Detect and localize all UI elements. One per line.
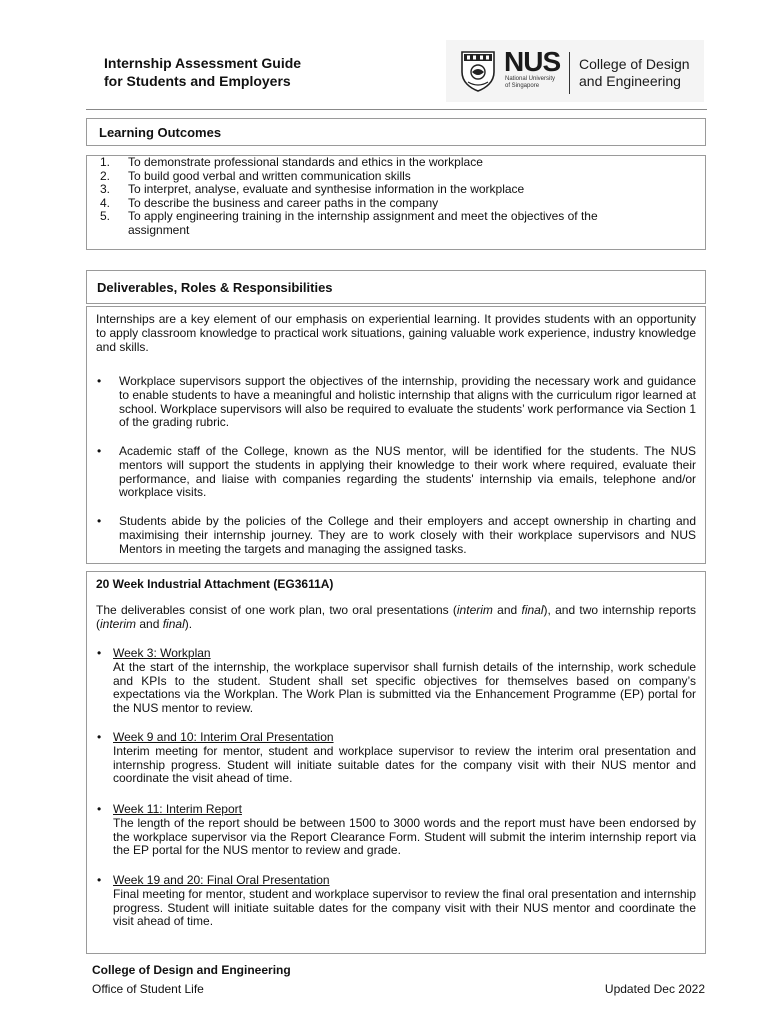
intro-text: ), and two internship reports ( bbox=[96, 603, 696, 631]
intro-emphasis: final bbox=[521, 603, 544, 617]
list-item bbox=[100, 170, 660, 184]
attachment-intro bbox=[96, 604, 696, 632]
deliverable-title: Week 19 and 20: Final Oral Presentation bbox=[113, 873, 330, 887]
list-item bbox=[100, 183, 660, 197]
intro-text: ). bbox=[184, 616, 193, 631]
item-text: To apply engineering training in the internship assignment and meet the objectives of the bbox=[128, 209, 598, 223]
deliverable-title: Week 11: Interim Report bbox=[113, 802, 242, 816]
item-number: 4. bbox=[100, 195, 111, 210]
deliverables-heading bbox=[86, 270, 706, 304]
bullet-icon: • bbox=[97, 374, 102, 388]
bullet-text: Workplace supervisors support the objectives of the internship, providing the necessary work and guidance to enable students to have a meaningful and holistic internship that aligns with the curriculum rigor learned at school. Workplace supervisors will also be required to evaluate the students’ work performance via Section 1 of the grading rubric. bbox=[119, 374, 697, 430]
bullet-icon: • bbox=[97, 514, 102, 528]
item-number: 3. bbox=[100, 182, 111, 196]
item-text: To describe the business and career paths in the company bbox=[128, 195, 439, 210]
deliverable-item bbox=[97, 646, 696, 716]
bullet-icon: • bbox=[97, 873, 102, 887]
learning-outcomes-list bbox=[100, 156, 660, 237]
item-text: To build good verbal and written communication skills bbox=[128, 168, 411, 183]
item-number: 2. bbox=[100, 168, 111, 183]
intro-text: and bbox=[136, 616, 163, 631]
header-rule bbox=[86, 109, 707, 110]
bullet-text: Academic staff of the College, known as the NUS mentor, will be identified for the students. The NUS mentors will support the students in applying their knowledge to their work where required, evaluate their performance, and liaise with companies regarding the students' internship via emails, telephone and/or workplace visits. bbox=[119, 444, 696, 500]
intro-emphasis: interim bbox=[100, 616, 137, 631]
bullet-icon: • bbox=[97, 802, 102, 816]
list-item bbox=[100, 210, 660, 224]
intro-text: The deliverables consist of one work plan, two oral presentations ( bbox=[96, 603, 457, 617]
learning-outcomes-heading bbox=[86, 118, 706, 146]
list-item bbox=[100, 197, 660, 211]
deliverables-intro: Internships are a key element of our emphasis on experiential learning. It provides students with an opportunity to apply classroom knowledge to practical work situations, gaining valuable work experience, industry knowledge and skills. bbox=[96, 312, 696, 354]
intro-emphasis: interim bbox=[456, 603, 493, 617]
page-title bbox=[104, 54, 301, 90]
nus-wordmark: NUS bbox=[504, 46, 561, 77]
footer-office: Office of Student Life bbox=[92, 982, 204, 996]
bullet-icon: • bbox=[97, 646, 102, 660]
deliverable-text: Interim meeting for mentor, student and workplace supervisor to review the interim oral presentation and internship progress. Student will initiate suitable dates for the company visit with their NUS mentor and coordinate the visit ahead of time. bbox=[113, 743, 696, 786]
bullet-item bbox=[97, 444, 696, 500]
deliverable-item bbox=[97, 730, 696, 786]
university-line-2: of Singapore bbox=[505, 83, 540, 89]
bullet-item bbox=[97, 374, 697, 430]
attachment-heading: 20 Week Industrial Attachment (EG3611A) bbox=[96, 577, 334, 591]
item-text: assignment bbox=[128, 222, 190, 237]
learning-outcomes-heading-text: Learning Outcomes bbox=[99, 124, 222, 140]
footer-college: College of Design and Engineering bbox=[92, 963, 291, 977]
item-number: 5. bbox=[100, 209, 111, 223]
item-text: To interpret, analyse, evaluate and synthesise information in the workplace bbox=[128, 182, 525, 196]
deliverable-title: Week 3: Workplan bbox=[113, 646, 211, 660]
bullet-text: Students abide by the policies of the College and their employers and accept ownership in charting and maximising their internship journey. They are to work closely with their workplace supervisors and NUS Mentors in meeting the targets and managing the assigned tasks. bbox=[119, 514, 696, 556]
list-item bbox=[100, 156, 660, 170]
nus-crest-icon bbox=[460, 50, 496, 92]
college-line-1: College of Design bbox=[579, 56, 690, 72]
bullet-icon: • bbox=[97, 730, 102, 744]
deliverable-text: The length of the report should be between 1500 to 3000 words and the report must have been endorsed by the workplace supervisor via the Report Clearance Form. Student will submit the interim internship report via the EP portal for the NUS mentor to review and grade. bbox=[113, 815, 696, 858]
college-line-2: and Engineering bbox=[579, 73, 681, 89]
deliverables-heading-text: Deliverables, Roles & Responsibilities bbox=[97, 279, 333, 295]
footer-updated: Updated Dec 2022 bbox=[604, 982, 705, 996]
deliverable-text: Final meeting for mentor, student and workplace supervisor to review the final oral presentation and internship progress. Student will initiate suitable dates for the company visit with their NUS mentor and coordinate the visit ahead of time. bbox=[113, 886, 696, 929]
bullet-item bbox=[97, 514, 696, 556]
intro-text: and bbox=[492, 603, 522, 617]
item-number: 1. bbox=[100, 155, 111, 169]
item-text: To demonstrate professional standards and ethics in the workplace bbox=[128, 155, 483, 169]
deliverable-title: Week 9 and 10: Interim Oral Presentation bbox=[113, 730, 334, 744]
bullet-icon: • bbox=[97, 444, 102, 458]
title-line-1: Internship Assessment Guide bbox=[104, 55, 302, 71]
list-item-continued bbox=[100, 224, 660, 238]
university-line-1: National University bbox=[505, 76, 556, 82]
title-line-2: for Students and Employers bbox=[104, 73, 291, 89]
university-name bbox=[505, 76, 555, 90]
intro-emphasis: final bbox=[162, 616, 185, 631]
college-name bbox=[579, 56, 690, 90]
deliverable-item bbox=[97, 802, 696, 858]
deliverable-item bbox=[97, 873, 696, 929]
logo-divider bbox=[569, 52, 570, 94]
deliverable-text: At the start of the internship, the workplace supervisor shall furnish details of the internship, work schedule and KPIs to the student. Student shall set specific objectives for themselves based on company’s expectations via the Workplan. The Work Plan is submitted via the Enhancement Programme (EP) portal for the NUS mentor to review. bbox=[113, 659, 696, 716]
